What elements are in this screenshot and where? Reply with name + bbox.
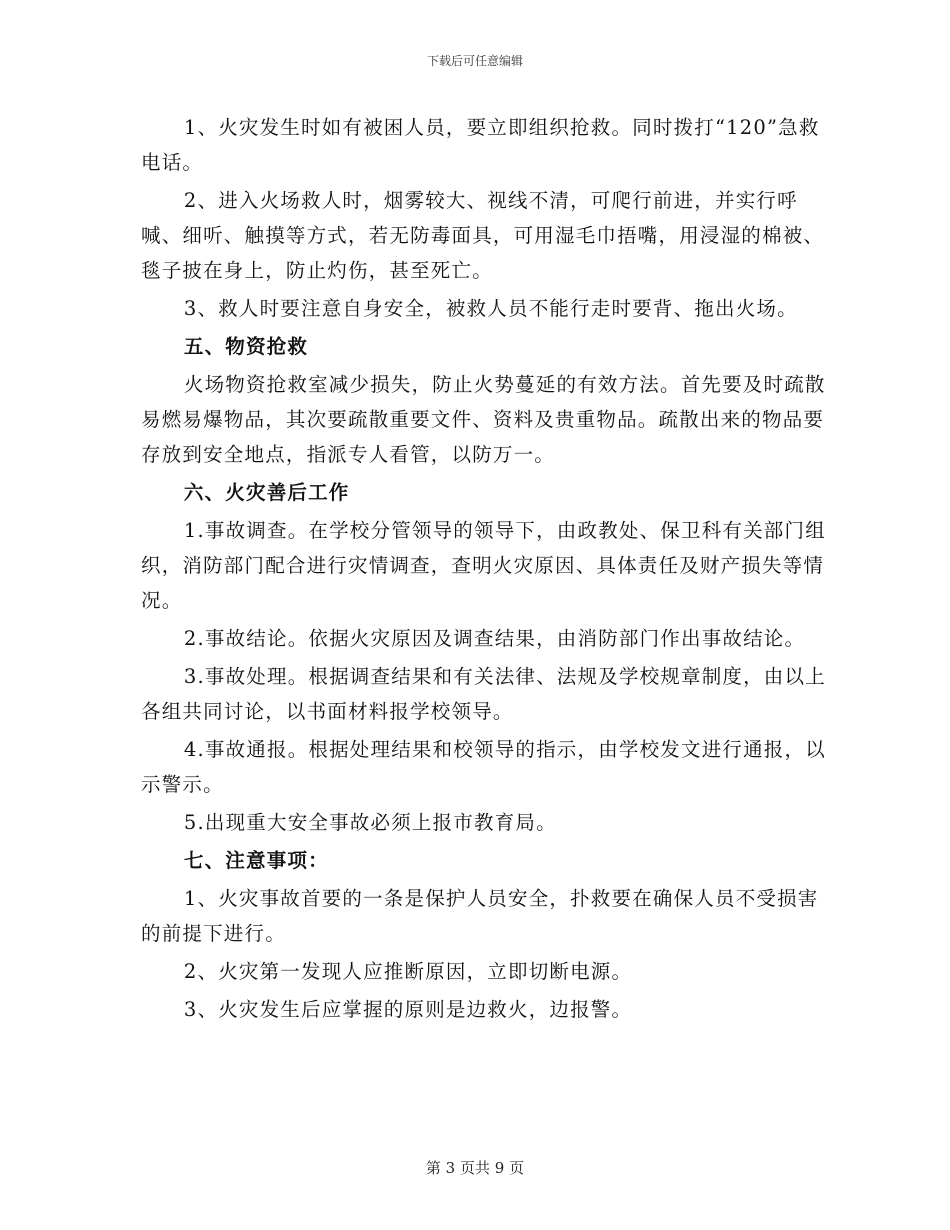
section-heading: 七、注意事项： [183,849,329,872]
paragraph: 2.事故结论。依据火灾原因及调查结果，由消防部门作出事故结论。 [183,627,806,650]
paragraph: 1、火灾事故首要的一条是保护人员安全，扑救要在确保人员不受损害的前提下进行。 [141,887,819,945]
document-body [141,110,831,1030]
paragraph: 4.事故通报。根据处理结果和校领导的指示，由学校发文进行通报，以示警示。 [141,738,826,796]
paragraph: 2、进入火场救人时，烟雾较大、视线不清，可爬行前进，并实行呼喊、细听、触摸等方式，若无防毒面具，可用湿毛巾捂嘴，用浸湿的棉被、毯子披在身上，防止灼伤，甚至死亡。 [141,189,825,282]
page-footer: 第 3 页共 9 页 [425,1159,525,1177]
paragraph: 3、火灾发生后应掌握的原则是边救火，边报警。 [183,998,633,1021]
paragraph: 1.事故调查。在学校分管领导的领导下，由政教处、保卫科有关部门组织，消防部门配合进行灾情调查，查明火灾原因、具体责任及财产损失等情况。 [141,519,826,612]
paragraph: 3.事故处理。根据调查结果和有关法律、法规及学校规章制度，由以上各组共同讨论，以书面材料报学校领导。 [141,665,826,723]
paragraph: 5.出现重大安全事故必须上报市教育局。 [183,811,557,834]
paragraph: 2、火灾第一发现人应推断原因，立即切断电源。 [183,960,633,983]
paragraph: 3、救人时要注意自身安全，被救人员不能行走时要背、拖出火场。 [183,297,798,320]
section-heading: 六、火灾善后工作 [183,481,350,504]
page-header: 下载后可任意编辑 [426,54,523,68]
paragraph: 1、火灾发生时如有被困人员，要立即组织抢救。同时拨打“120”急救电话。 [141,116,820,174]
paragraph: 火场物资抢救室减少损失，防止火势蔓延的有效方法。首先要及时疏散易燃易爆物品，其次要疏散重要文件、资料及贵重物品。疏散出来的物品要存放到安全地点，指派专人看管，以防万一。 [141,373,826,466]
section-heading: 五、物资抢救 [183,335,309,358]
